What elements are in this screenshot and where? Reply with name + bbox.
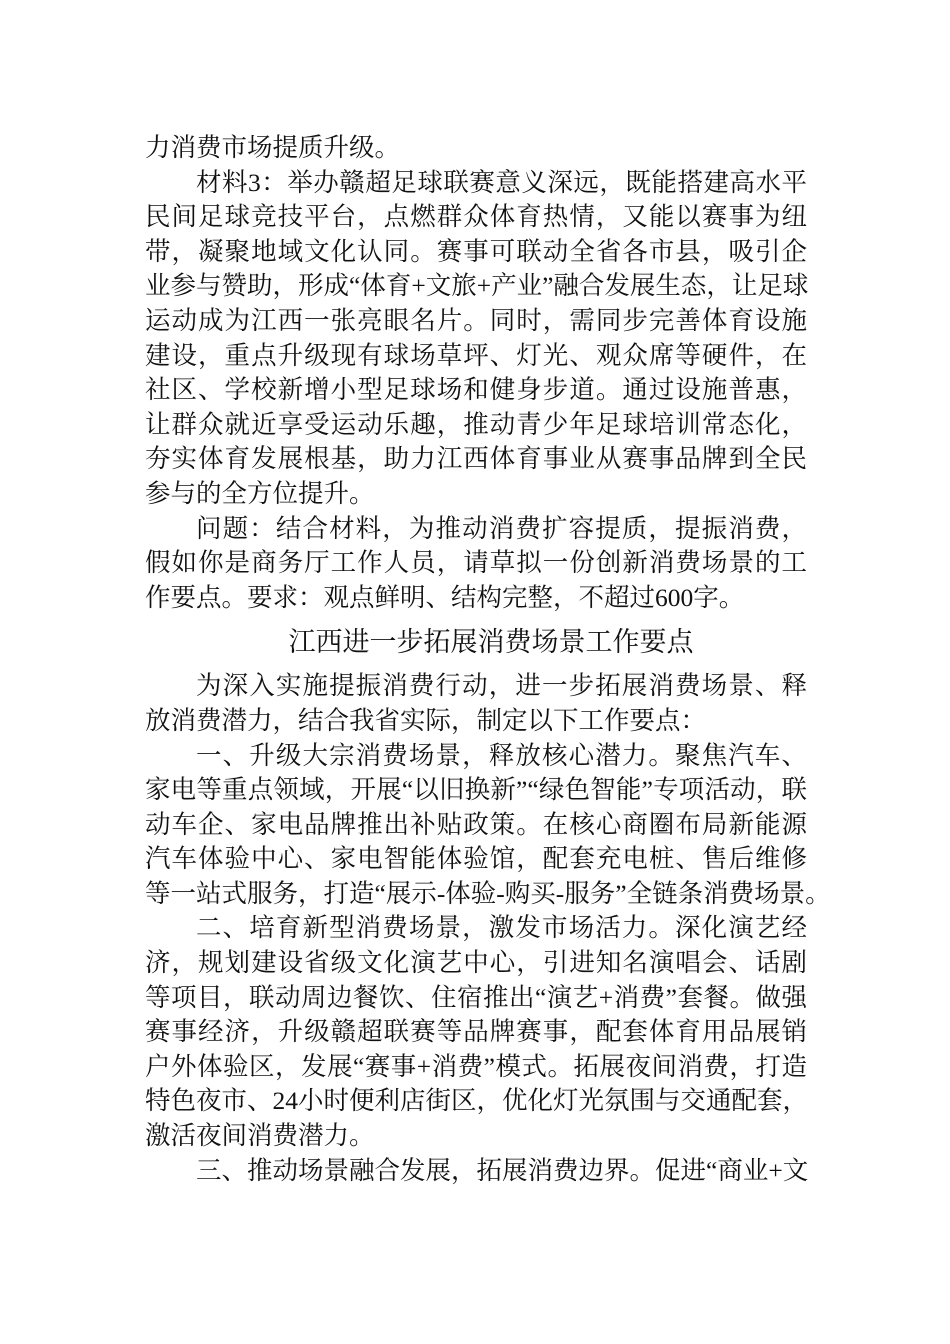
text-line: 建设，重点升级现有球场草坪、灯光、观众席等硬件，在 — [145, 340, 807, 370]
text-line: 民间足球竞技平台，点燃群众体育热情，又能以赛事为纽 — [145, 202, 807, 232]
text-line: 三、推动场景融合发展，拓展消费边界。促进“商业+文 — [196, 1155, 809, 1185]
text-line: 放消费潜力，结合我省实际，制定以下工作要点： — [145, 705, 707, 735]
text-line: 赛事经济，升级赣超联赛等品牌赛事，配套体育用品展销 — [145, 1017, 807, 1047]
text-line: 为深入实施提振消费行动，进一步拓展消费场景、释 — [196, 671, 807, 701]
text-line: 业参与赞助，形成“体育+文旅+产业”融合发展生态，让足球 — [145, 271, 809, 301]
text-line: 汽车体验中心、家电智能体验馆，配套充电桩、售后维修 — [145, 844, 807, 874]
text-line: 动车企、家电品牌推出补贴政策。在核心商圈布局新能源 — [145, 809, 807, 839]
answer-section — [145, 669, 831, 1188]
text-line: 材料3：举办赣超足球联赛意义深远，既能搭建高水平 — [196, 167, 807, 197]
text-line: 社区、学校新增小型足球场和健身步道。通过设施普惠， — [145, 375, 807, 405]
text-line: 带，凝聚地域文化认同。赛事可联动全省各市县，吸引企 — [145, 236, 807, 266]
text-line: 等项目，联动周边餐饮、住宿推出“演艺+消费”套餐。做强 — [145, 982, 807, 1012]
text-line: 问题：结合材料，为推动消费扩容提质，提振消费， — [196, 513, 807, 543]
text-line: 让群众就近享受运动乐趣，推动青少年足球培训常态化， — [145, 409, 807, 439]
text-line: 力消费市场提质升级。 — [145, 133, 401, 162]
answer-title: 江西进一步拓展消费场景工作要点 — [288, 627, 694, 658]
text-line: 参与的全方位提升。 — [145, 478, 375, 508]
text-line: 二、培育新型消费场景，激发市场活力。深化演艺经 — [196, 913, 807, 943]
text-line: 特色夜市、24小时便利店街区，优化灯光氛围与交通配套， — [145, 1086, 809, 1116]
text-line: 假如你是商务厅工作人员，请草拟一份创新消费场景的工 — [145, 548, 807, 578]
text-line: 济，规划建设省级文化演艺中心，引进知名演唱会、话剧 — [145, 948, 807, 978]
text-line: 家电等重点领域，开展“以旧换新”“绿色智能”专项活动，联 — [145, 775, 807, 805]
text-line: 等一站式服务，打造“展示-体验-购买-服务”全链条消费场景。 — [145, 878, 831, 908]
text-line: 激活夜间消费潜力。 — [145, 1121, 375, 1151]
text-line: 运动成为江西一张亮眼名片。同时，需同步完善体育设施 — [145, 305, 807, 335]
text-line: 一、升级大宗消费场景，释放核心潜力。聚焦汽车、 — [196, 740, 807, 770]
text-line: 户外体验区，发展“赛事+消费”模式。拓展夜间消费，打造 — [145, 1051, 807, 1081]
document-page — [145, 131, 831, 1188]
text-line: 作要点。要求：观点鲜明、结构完整，不超过600字。 — [145, 582, 745, 612]
material-section — [145, 131, 807, 615]
text-line: 夯实体育发展根基，助力江西体育事业从赛事品牌到全民 — [145, 444, 807, 474]
